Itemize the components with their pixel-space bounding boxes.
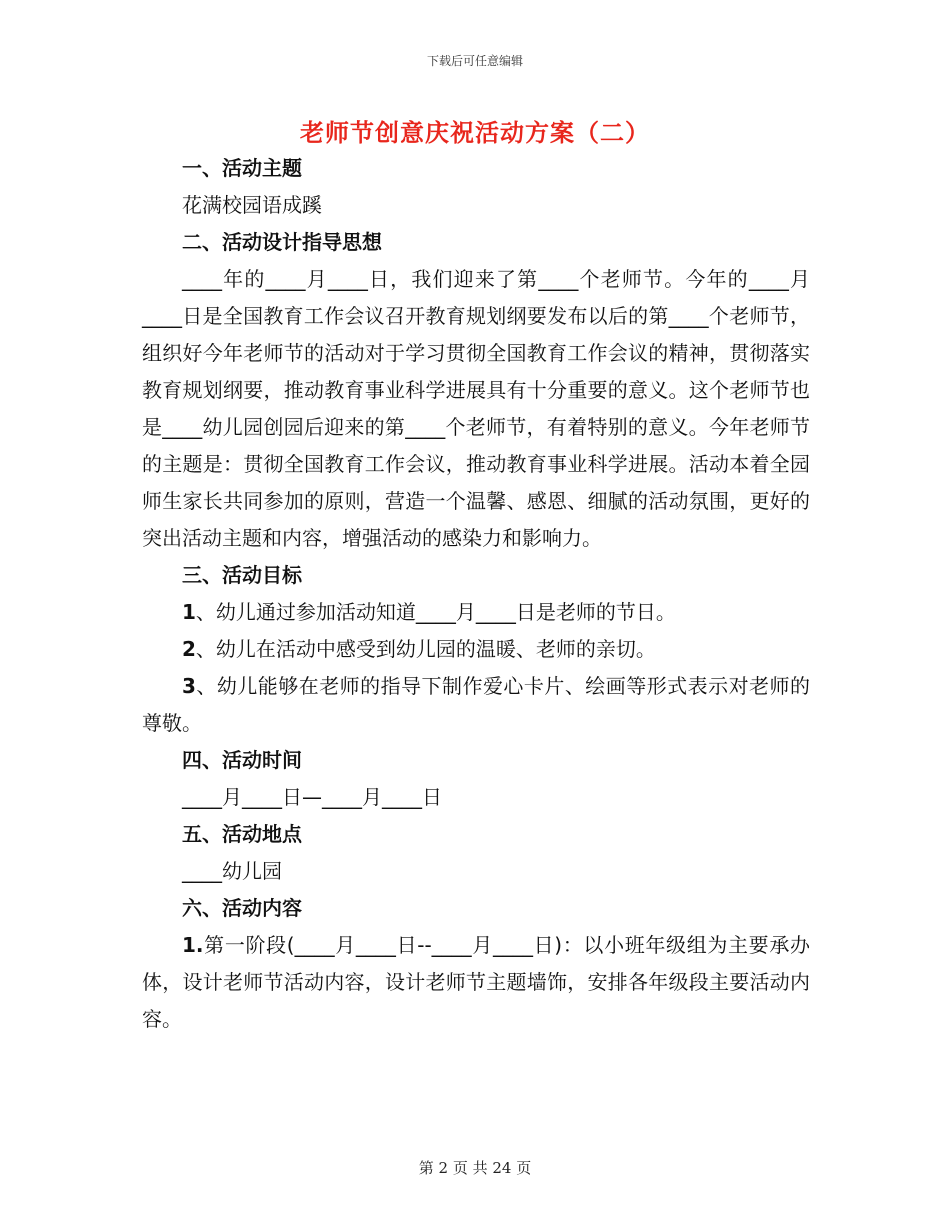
section-heading-goals: 三、活动目标 — [182, 563, 302, 587]
content-item-number: 1. — [182, 933, 204, 957]
section-heading-location: 五、活动地点 — [182, 822, 302, 846]
section-heading-content: 六、活动内容 — [182, 896, 302, 920]
content-item — [142, 927, 810, 1038]
goal-item — [142, 594, 810, 631]
document-title: 老师节创意庆祝活动方案（二） — [300, 118, 650, 147]
time-text: ____月____日—____月____日 — [182, 785, 442, 809]
theme-text: 花满校园语成蹊 — [182, 193, 322, 217]
goal-number: 3 — [182, 674, 196, 698]
goal-item — [142, 631, 810, 668]
guiding-idea-paragraph: ____年的____月____日，我们迎来了第____个老师节。今年的____月____日是全国教育工作会议召开教育规划纲要发布以后的第____个老师节，组织好今年老师节的活动对于学习贯彻全国教育工作会议的精神，贯彻落实教育规划纲要，推动教育事业科学进展具有十分重要的意义。这个老师节也是____幼儿园创园后迎来的第____个老师节，有着特别的意义。今年老师节的主题是：贯彻全国教育工作会议，推动教育事业科学进展。活动本着全园师生家长共同参加的原则，营造一个温馨、感恩、细腻的活动氛围，更好的突出活动主题和内容，增强活动的感染力和影响力。 — [142, 267, 810, 550]
page-header: 下载后可任意编辑 — [426, 54, 523, 68]
goal-number: 1 — [182, 600, 196, 624]
document-body — [142, 150, 810, 1038]
content-item-text: 第一阶段(____月____日--____月____日)：以小班年级组为主要承办体，设计老师节活动内容，设计老师节主题墙饰，安排各年级段主要活动内容。 — [142, 933, 810, 1031]
section-heading-time: 四、活动时间 — [182, 748, 302, 772]
section-heading-theme: 一、活动主题 — [182, 156, 302, 180]
goal-text: 、幼儿通过参加活动知道____月____日是老师的节日。 — [195, 600, 676, 624]
location-text: ____幼儿园 — [182, 859, 282, 883]
goal-item — [142, 668, 810, 742]
goal-text: 、幼儿在活动中感受到幼儿园的温暖、老师的亲切。 — [195, 637, 656, 661]
page-footer: 第 2 页 共 24 页 — [418, 1159, 532, 1177]
goal-number: 2 — [182, 637, 196, 661]
goal-text: 、幼儿能够在老师的指导下制作爱心卡片、绘画等形式表示对老师的尊敬。 — [142, 674, 810, 735]
section-heading-guiding-idea: 二、活动设计指导思想 — [182, 230, 382, 254]
